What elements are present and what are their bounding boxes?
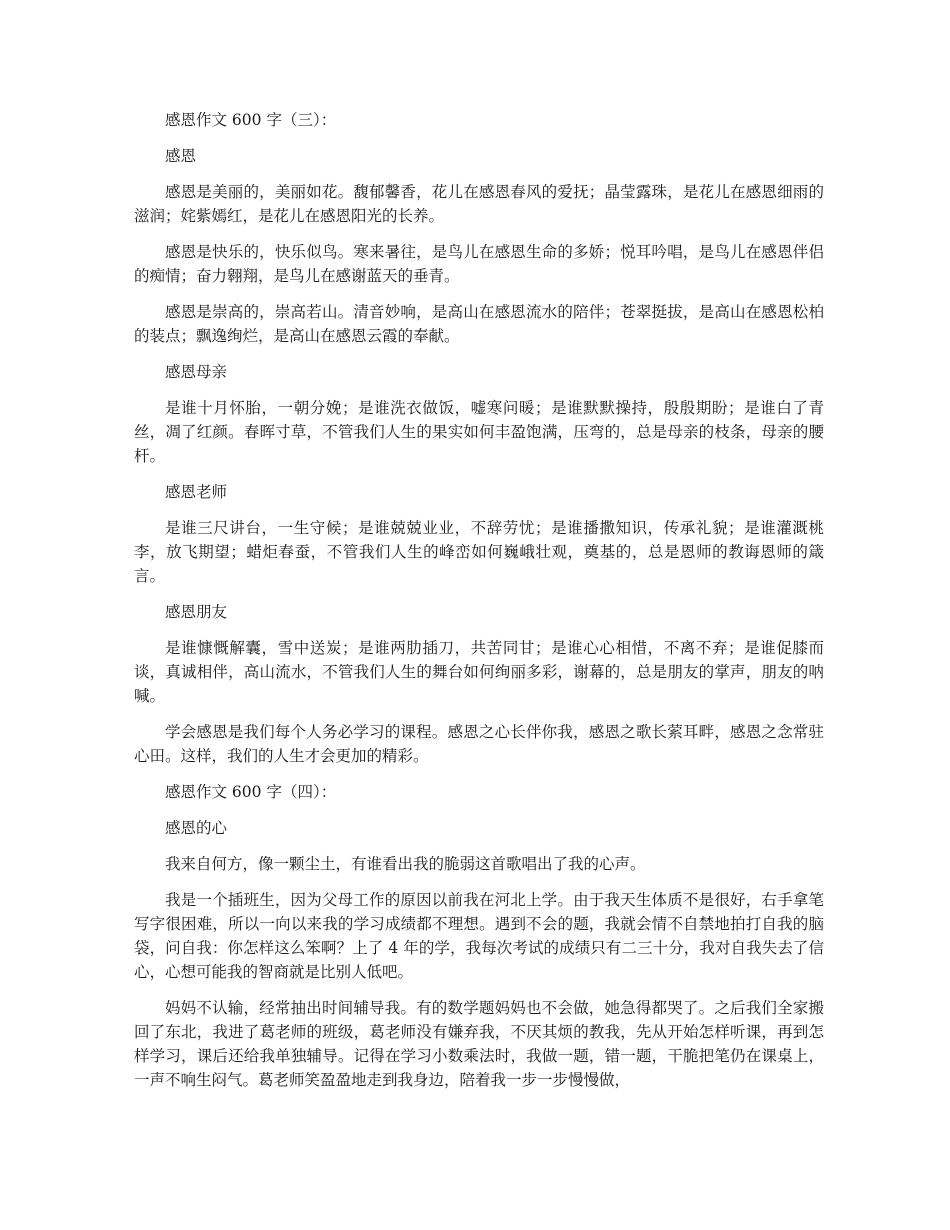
subheading-mother: 感恩母亲 bbox=[165, 363, 228, 381]
essay-title-grateful-heart: 感恩的心 bbox=[165, 819, 228, 837]
paragraph: 妈妈不认输，经常抽出时间辅导我。有的数学题妈妈也不会做，她急得都哭了。之后我们全家搬回了东北，我进了葛老师的班级，葛老师没有嫌弃我，不厌其烦的教我，先从开始怎样听课，再到怎样学习，课后还给我单独辅导。记得在学习小数乘法时，我做一题，错一题，干脆把笔仍在课桌上，一声不响生闷气。葛老师笑盈盈地走到我身边，陪着我一步一步慢慢做， bbox=[134, 999, 824, 1089]
subheading-teacher: 感恩老师 bbox=[165, 483, 228, 501]
section-heading-essay-4: 感恩作文 600 字（四）： bbox=[165, 783, 337, 801]
paragraph: 我是一个插班生，因为父母工作的原因以前我在河北上学。由于我天生体质不是很好，右手拿笔写字很困难，所以一向以来我的学习成绩都不理想。遇到不会的题，我就会情不自禁地拍打自我的脑袋，问自我：你怎样这么笨啊？上了 4 年的学，我每次考试的成绩只有二三十分，我对自我失去了信心，心想可能我的智商就是比别人低吧。 bbox=[134, 891, 824, 981]
paragraph: 感恩是崇高的，崇高若山。清音妙响，是高山在感恩流水的陪伴；苍翠挺拔，是高山在感恩松柏的装点；飘逸绚烂，是高山在感恩云霞的奉献。 bbox=[134, 303, 824, 345]
section-heading-essay-3: 感恩作文 600 字（三）： bbox=[165, 111, 337, 129]
paragraph: 是谁十月怀胎，一朝分娩；是谁洗衣做饭，嘘寒问暖；是谁默默操持，殷殷期盼；是谁白了青丝，凋了红颜。春晖寸草，不管我们人生的果实如何丰盈饱满，压弯的，总是母亲的枝条，母亲的腰杆。 bbox=[134, 399, 824, 465]
subheading-friends: 感恩朋友 bbox=[165, 603, 228, 621]
paragraph: 学会感恩是我们每个人务必学习的课程。感恩之心长伴你我，感恩之歌长萦耳畔，感恩之念常驻心田。这样，我们的人生才会更加的精彩。 bbox=[134, 723, 824, 765]
paragraph: 感恩是快乐的，快乐似鸟。寒来暑往，是鸟儿在感恩生命的多娇；悦耳吟唱，是鸟儿在感恩伴侣的痴情；奋力翱翔，是鸟儿在感谢蓝天的垂青。 bbox=[134, 243, 824, 285]
paragraph: 我来自何方，像一颗尘土，有谁看出我的脆弱这首歌唱出了我的心声。 bbox=[165, 855, 646, 873]
essay-title-gratitude: 感恩 bbox=[165, 147, 197, 165]
paragraph: 是谁慷慨解囊，雪中送炭；是谁两肋插刀，共苦同甘；是谁心心相惜，不离不弃；是谁促膝而谈，真诚相伴，高山流水，不管我们人生的舞台如何绚丽多彩，谢幕的，总是朋友的掌声，朋友的呐喊。 bbox=[134, 639, 824, 705]
paragraph: 感恩是美丽的，美丽如花。馥郁馨香，花儿在感恩春风的爱抚；晶莹露珠，是花儿在感恩细雨的滋润；姹紫嫣红，是花儿在感恩阳光的长养。 bbox=[134, 183, 824, 225]
document-body bbox=[134, 108, 824, 1104]
paragraph: 是谁三尺讲台，一生守候；是谁兢兢业业，不辞劳忧；是谁播撒知识，传承礼貌；是谁灌溉桃李，放飞期望；蜡炬春蚕，不管我们人生的峰峦如何巍峨壮观，奠基的，总是恩师的教诲恩师的箴言。 bbox=[134, 519, 824, 585]
